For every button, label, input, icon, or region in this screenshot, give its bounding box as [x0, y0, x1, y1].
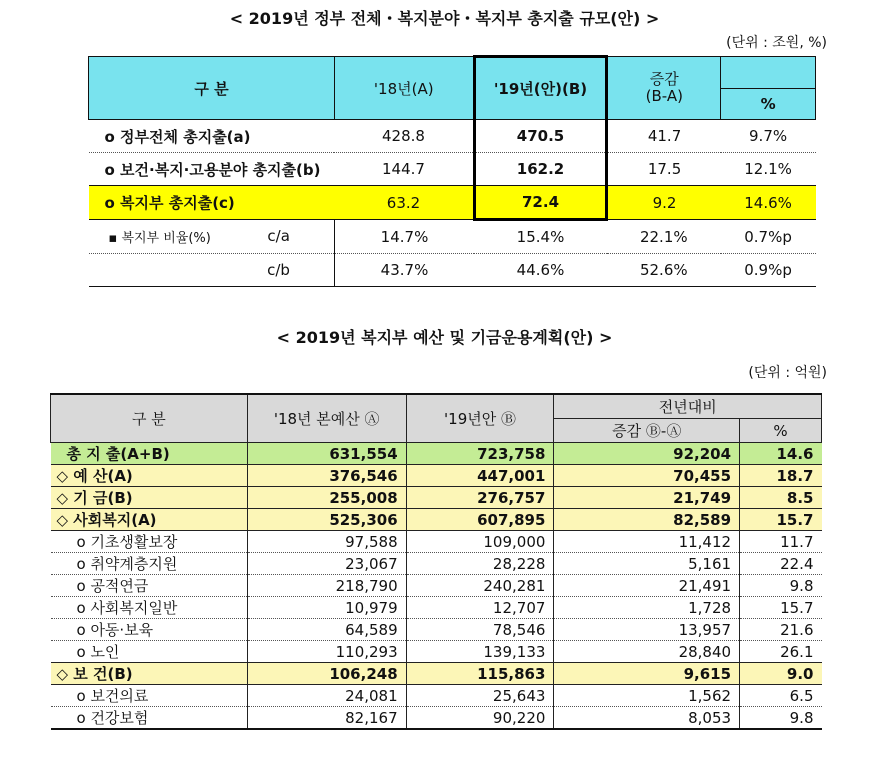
row-pct: 15.7 [740, 597, 822, 619]
row-b: 28,228 [406, 553, 554, 575]
table-row [51, 443, 822, 465]
row-label: o 보건의료 [51, 685, 248, 707]
row-b: 12,707 [406, 597, 554, 619]
row-b: 162.2 [474, 153, 607, 186]
table-row [51, 575, 822, 597]
table-row [51, 707, 822, 730]
row-a: 106,248 [247, 663, 406, 685]
table2-unit: (단위 : 억원) [748, 365, 827, 381]
row-label: ◇ 보 건(B) [51, 663, 248, 685]
row-b: 115,863 [406, 663, 554, 685]
row-pct: 9.7% [721, 120, 816, 153]
row-diff: 70,455 [554, 465, 740, 487]
table-row [89, 254, 816, 287]
header-y18: '18년 본예산 Ⓐ [247, 394, 406, 443]
row-diff: 1,728 [554, 597, 740, 619]
row-b: 90,220 [406, 707, 554, 730]
row-pct: 14.6 [740, 443, 822, 465]
row-diff: 28,840 [554, 641, 740, 663]
row-a: 376,546 [247, 465, 406, 487]
row-a: 64,589 [247, 619, 406, 641]
row-label: ◇ 예 산(A) [51, 465, 248, 487]
header-blank [721, 57, 816, 89]
table-row [51, 663, 822, 685]
row-a: 24,081 [247, 685, 406, 707]
row-a: 144.7 [334, 153, 474, 186]
row-a: 110,293 [247, 641, 406, 663]
table-row [51, 641, 822, 663]
header-y19: '19년안 Ⓑ [406, 394, 554, 443]
row-pct: 11.7 [740, 531, 822, 553]
table-row [51, 531, 822, 553]
header-diff: 증감 Ⓑ-Ⓐ [554, 419, 740, 443]
header-y19: '19년(안)(B) [474, 57, 607, 120]
table2-title: < 2019년 복지부 예산 및 기금운용계획(안) > [276, 328, 613, 347]
row-pct: 18.7 [740, 465, 822, 487]
row-a: 82,167 [247, 707, 406, 730]
row-diff: 17.5 [607, 153, 721, 186]
ratio-ca: c/a [267, 227, 290, 245]
row-a: 631,554 [247, 443, 406, 465]
row-diff: 11,412 [554, 531, 740, 553]
row-a: 10,979 [247, 597, 406, 619]
table-row [51, 553, 822, 575]
row-b: 447,001 [406, 465, 554, 487]
row-b: 109,000 [406, 531, 554, 553]
row-label: o 아동·보육 [51, 619, 248, 641]
row-diff: 41.7 [607, 120, 721, 153]
row-diff: 13,957 [554, 619, 740, 641]
row-label: o 기초생활보장 [51, 531, 248, 553]
row-a: 43.7% [334, 254, 474, 287]
row-a: 23,067 [247, 553, 406, 575]
row-pct: 9.8 [740, 707, 822, 730]
row-diff: 92,204 [554, 443, 740, 465]
table-row [89, 186, 816, 220]
row-a: 63.2 [334, 186, 474, 220]
header-diff: 증감 (B-A) [607, 57, 721, 120]
table1-unit: (단위 : 조원, %) [726, 35, 827, 51]
row-pct: 22.4 [740, 553, 822, 575]
row-pct: 9.8 [740, 575, 822, 597]
header-category: 구 분 [89, 57, 335, 120]
table-row [89, 120, 816, 153]
table-row [89, 220, 816, 254]
table-row [51, 465, 822, 487]
row-diff: 21,749 [554, 487, 740, 509]
row-b: 723,758 [406, 443, 554, 465]
table-row [51, 619, 822, 641]
row-pct: 14.6% [721, 186, 816, 220]
table-row [51, 597, 822, 619]
table-row [51, 509, 822, 531]
row-pct: 0.7%p [721, 220, 816, 254]
row-b: 470.5 [474, 120, 607, 153]
row-pct: 9.0 [740, 663, 822, 685]
row-label: o 보건·복지·고용분야 총지출(b) [89, 153, 335, 186]
header-pct: % [740, 419, 822, 443]
row-a: 218,790 [247, 575, 406, 597]
budget-table [50, 393, 822, 730]
row-pct: 21.6 [740, 619, 822, 641]
row-b: 25,643 [406, 685, 554, 707]
ratio-label [89, 220, 335, 254]
row-b: 607,895 [406, 509, 554, 531]
table-row [89, 153, 816, 186]
row-label: o 건강보험 [51, 707, 248, 730]
ratio-cb: c/b [89, 254, 335, 287]
row-label: o 노인 [51, 641, 248, 663]
row-label: o 취약계층지원 [51, 553, 248, 575]
row-a: 14.7% [334, 220, 474, 254]
row-diff: 9.2 [607, 186, 721, 220]
header-yoy: 전년대비 [554, 394, 822, 419]
row-a: 255,008 [247, 487, 406, 509]
row-diff: 9,615 [554, 663, 740, 685]
row-label: 총 지 출(A+B) [51, 443, 248, 465]
row-a: 428.8 [334, 120, 474, 153]
row-b: 15.4% [474, 220, 607, 254]
row-label: o 정부전체 총지출(a) [89, 120, 335, 153]
row-diff: 22.1% [607, 220, 721, 254]
table-row [51, 487, 822, 509]
row-diff: 8,053 [554, 707, 740, 730]
row-pct: 6.5 [740, 685, 822, 707]
row-pct: 12.1% [721, 153, 816, 186]
row-diff: 52.6% [607, 254, 721, 287]
row-pct: 8.5 [740, 487, 822, 509]
row-diff: 5,161 [554, 553, 740, 575]
header-category: 구 분 [51, 394, 248, 443]
row-diff: 21,491 [554, 575, 740, 597]
table1-title: < 2019년 정부 전체・복지분야・복지부 총지출 규모(안) > [229, 9, 660, 28]
header-pct: % [721, 88, 816, 120]
row-label: o 공적연금 [51, 575, 248, 597]
row-pct: 26.1 [740, 641, 822, 663]
spending-overview-table [88, 55, 816, 287]
row-pct: 15.7 [740, 509, 822, 531]
row-b: 72.4 [474, 186, 607, 220]
row-label: o 사회복지일반 [51, 597, 248, 619]
row-a: 97,588 [247, 531, 406, 553]
row-b: 78,546 [406, 619, 554, 641]
row-b: 240,281 [406, 575, 554, 597]
row-b: 44.6% [474, 254, 607, 287]
header-y18: '18년(A) [334, 57, 474, 120]
row-diff: 1,562 [554, 685, 740, 707]
row-diff: 82,589 [554, 509, 740, 531]
row-b: 276,757 [406, 487, 554, 509]
row-label: o 복지부 총지출(c) [89, 186, 335, 220]
row-pct: 0.9%p [721, 254, 816, 287]
table-row [51, 685, 822, 707]
ratio-label-text: ▪ 복지부 비율(%) [108, 231, 211, 246]
row-label: ◇ 사회복지(A) [51, 509, 248, 531]
row-a: 525,306 [247, 509, 406, 531]
row-b: 139,133 [406, 641, 554, 663]
row-label: ◇ 기 금(B) [51, 487, 248, 509]
